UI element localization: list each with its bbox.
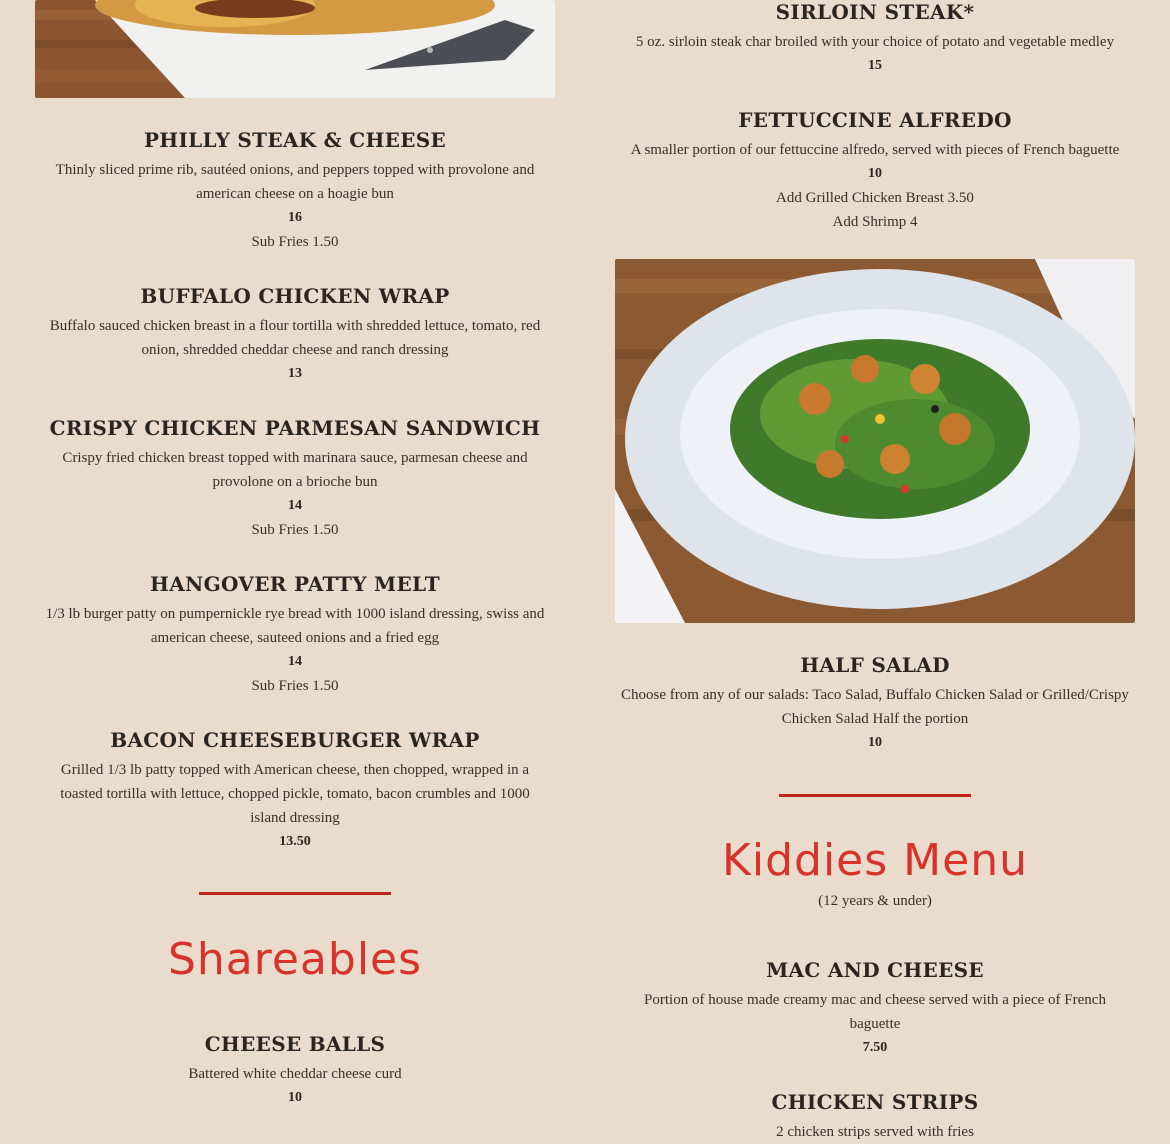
section-title-kiddies-menu: Kiddies Menu [722,835,1028,886]
menu-item-sirloin-steak [615,0,1135,78]
item-description: Choose from any of our salads: Taco Salad, Buffalo Chicken Salad or Grilled/Crispy Chicken Salad Half the portion [621,687,1129,727]
sandwich-photo [35,0,555,98]
item-price: 13 [288,366,302,381]
menu-item-cheese-balls [35,1032,555,1110]
item-description: Portion of house made creamy mac and cheese served with a piece of French baguette [644,992,1106,1032]
item-name: BACON CHEESEBURGER WRAP [110,728,480,752]
menu-item-crispy-chicken-parmesan [35,416,555,542]
item-extra: Sub Fries 1.50 [251,522,339,538]
item-name: CRISPY CHICKEN PARMESAN SANDWICH [49,416,541,440]
item-description: A smaller portion of our fettuccine alfredo, served with pieces of French baguette [630,142,1120,158]
item-name: HALF SALAD [800,653,950,677]
salad-photo [615,259,1135,623]
menu-item-buffalo-chicken-wrap [35,284,555,386]
item-price: 10 [868,166,882,181]
item-description: Grilled 1/3 lb patty topped with American cheese, then chopped, wrapped in a toasted tortilla with lettuce, chopped pickle, tomato, bacon crumbles and 1000 island dressing [60,762,530,826]
menu-item-fettuccine-alfredo [615,108,1135,234]
item-price: 14 [288,654,302,669]
item-name: MAC AND CHEESE [766,958,984,982]
item-extra: Add Shrimp 4 [832,214,918,230]
menu-item-hangover-patty-melt [35,572,555,698]
item-extra: Add Grilled Chicken Breast 3.50 [776,190,974,206]
section-subtitle: (12 years & under) [818,893,932,909]
item-description: 5 oz. sirloin steak char broiled with your choice of potato and vegetable medley [635,34,1115,50]
section-divider [199,892,391,895]
menu-item-chicken-strips [615,1090,1135,1144]
item-name: HANGOVER PATTY MELT [150,572,440,596]
item-name: CHEESE BALLS [204,1032,386,1056]
item-price: 16 [288,210,302,225]
item-extra: Sub Fries 1.50 [251,234,339,250]
item-description: Battered white cheddar cheese curd [188,1066,402,1082]
item-extra: Sub Fries 1.50 [251,678,339,694]
item-description: 1/3 lb burger patty on pumpernickle rye bread with 1000 island dressing, swiss and american cheese, sauteed onions and a fried egg [45,606,545,646]
item-price: 13.50 [279,834,311,849]
section-divider [779,794,971,797]
menu-item-mac-and-cheese [615,958,1135,1060]
item-name: CHICKEN STRIPS [771,1090,979,1114]
item-name: PHILLY STEAK & CHEESE [143,128,447,152]
menu-item-half-salad [615,653,1135,755]
item-description: Thinly sliced prime rib, sautéed onions, and peppers topped with provolone and american cheese on a hoagie bun [55,162,535,202]
item-description: Crispy fried chicken breast topped with marinara sauce, parmesan cheese and provolone on a brioche bun [62,450,528,490]
item-name: FETTUCCINE ALFREDO [738,108,1012,132]
menu-item-philly-steak [35,128,555,254]
menu-item-bacon-cheeseburger-wrap [35,728,555,854]
item-description: 2 chicken strips served with fries [776,1124,974,1140]
item-name: SIRLOIN STEAK* [775,0,975,24]
item-price: 10 [868,735,882,750]
item-price: 7.50 [862,1040,888,1055]
section-title-shareables: Shareables [167,934,423,985]
item-price: 10 [288,1090,302,1105]
item-price: 15 [868,58,882,73]
item-price: 14 [288,498,302,513]
item-name: BUFFALO CHICKEN WRAP [140,284,450,308]
item-description: Buffalo sauced chicken breast in a flour tortilla with shredded lettuce, tomato, red onion, shredded cheddar cheese and ranch dressing [49,318,541,358]
